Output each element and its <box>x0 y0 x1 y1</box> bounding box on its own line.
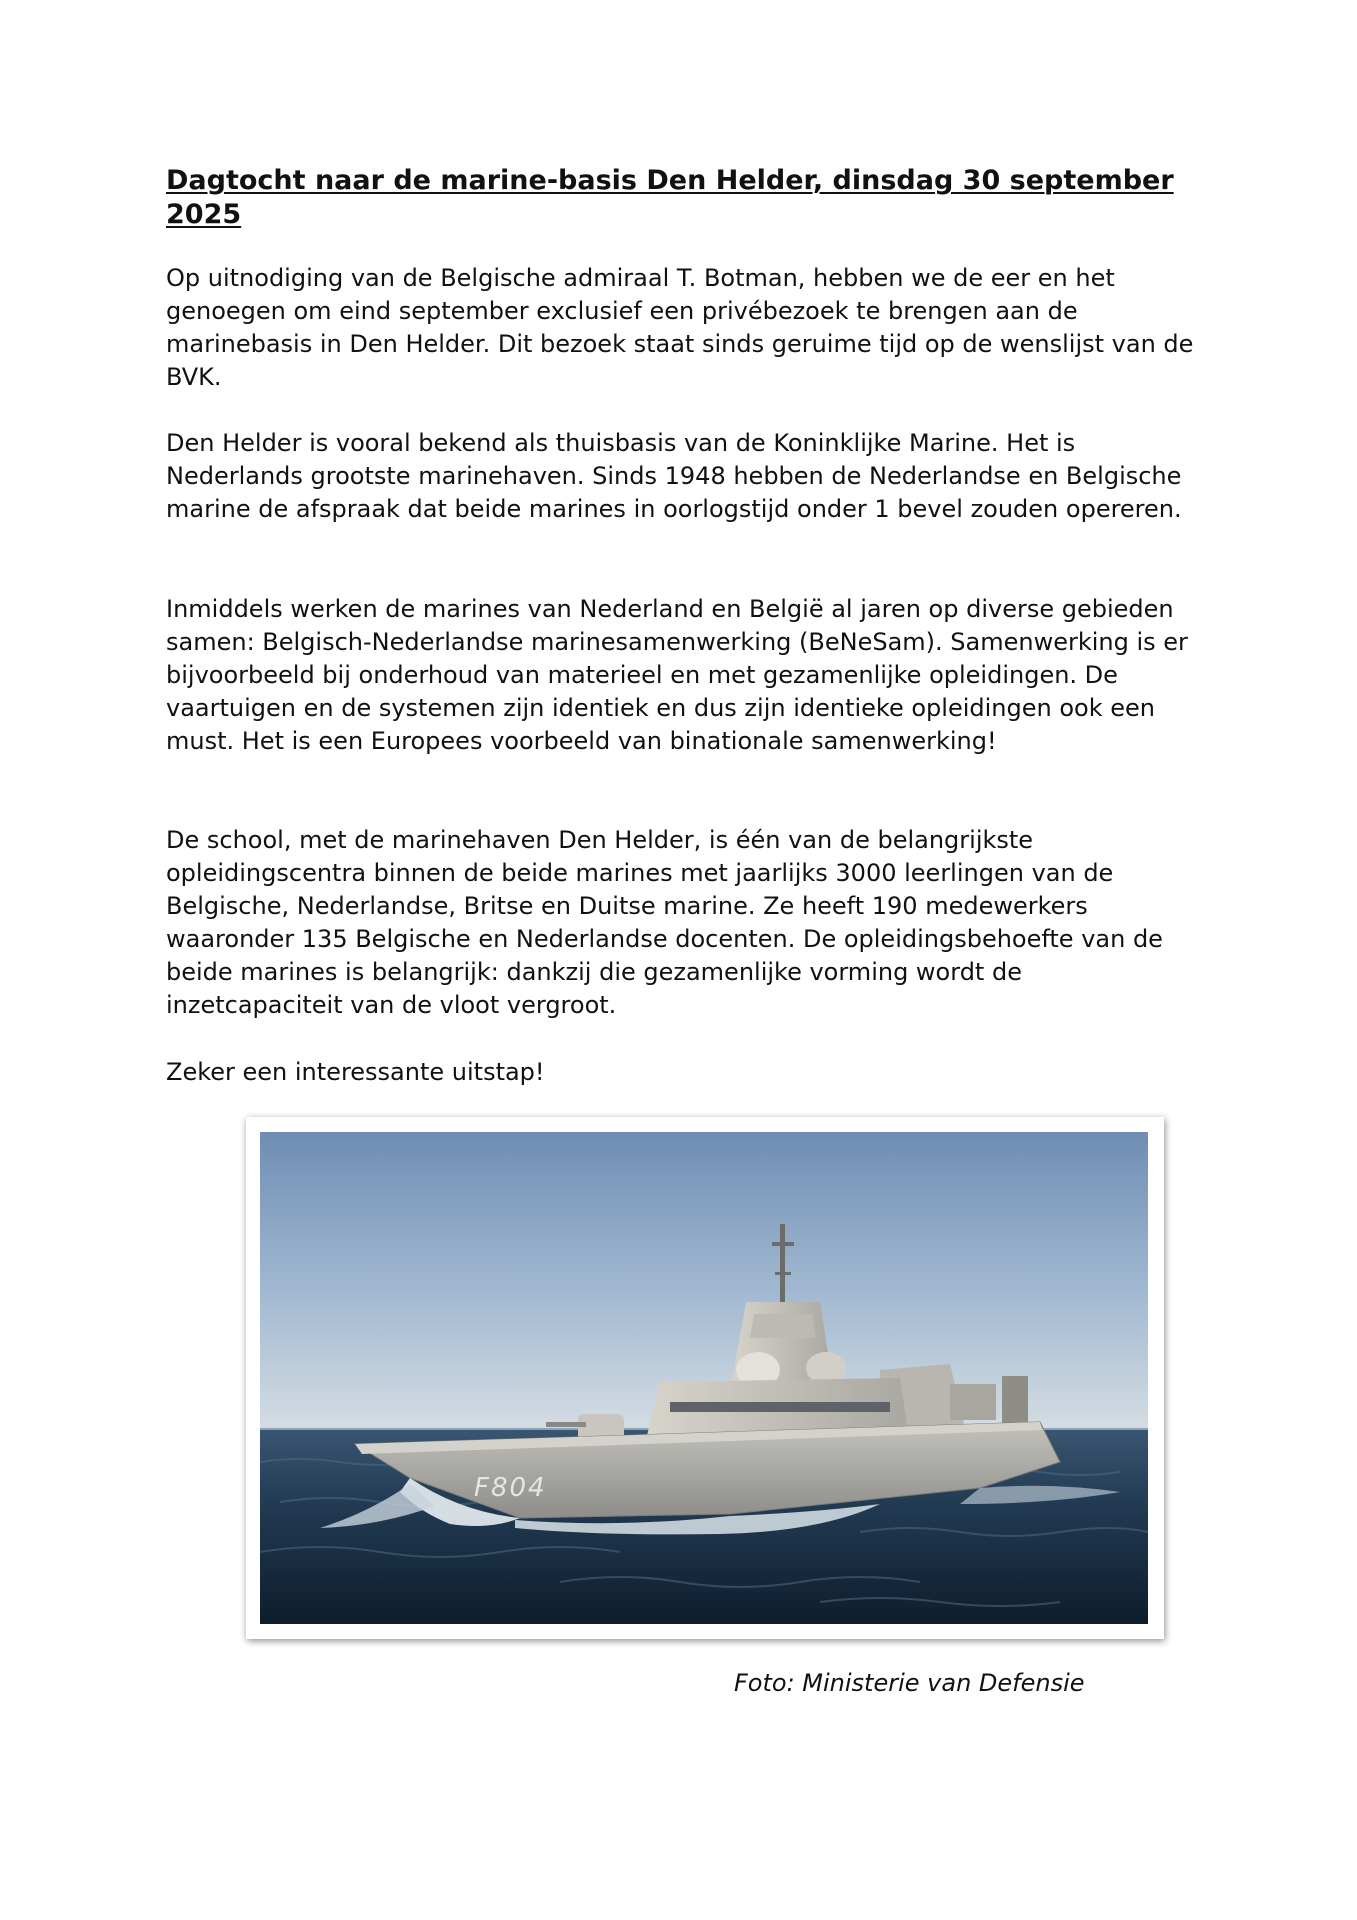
paragraph-invitation: Op uitnodiging van de Belgische admiraal T. Botman, hebben we de eer en het genoegen om eind september exclusief een privébezoek te brengen aan de marinebasis in Den Helder. Dit bezoek staat sinds geruime tijd op de wenslijst van de BVK. <box>166 264 1194 391</box>
paragraph-school: De school, met de marinehaven Den Helder, is één van de belangrijkste opleidingscentra binnen de beide marines met jaarlijks 3000 leerlingen van de Belgische, Nederlandse, Britse en Duitse marine. Ze heeft 190 medewerkers waaronder 135 Belgische en Nederlandse docenten. De opleidingsbehoefte van de beide marines is belangrijk: dankzij die gezamenlijke vorming wordt de inzetcapaciteit van de vloot vergroot. <box>166 826 1163 1019</box>
frigate-photo-image <box>260 1132 1148 1624</box>
paragraph-benesam: Inmiddels werken de marines van Nederland en België al jaren op diverse gebieden samen: Belgisch-Nederlandse marinesamenwerking (BeNeSam). Samenwerking is er bijvoorbeeld bij onderhoud van materieel en met gezamenlijke opleidingen. De vaartuigen en de systemen zijn identiek en dus zijn identieke opleidingen ook een must. Het is een Europees voorbeeld van binationale samenwerking! <box>166 595 1188 755</box>
photo-caption: Foto: Ministerie van Defensie <box>734 1669 1085 1697</box>
paragraph-closing: Zeker een interessante uitstap! <box>166 1058 545 1086</box>
paragraph-den-helder: Den Helder is vooral bekend als thuisbasis van de Koninklijke Marine. Het is Nederlands grootste marinehaven. Sinds 1948 hebben de Nederlandse en Belgische marine de afspraak dat beide marines in oorlogstijd onder 1 bevel zouden opereren. <box>166 429 1182 523</box>
hull-number: F804 <box>474 1473 547 1503</box>
frigate-photo <box>246 1117 1164 1639</box>
page-title: Dagtocht naar de marine-basis Den Helder, dinsdag 30 september 2025 <box>166 165 1174 230</box>
